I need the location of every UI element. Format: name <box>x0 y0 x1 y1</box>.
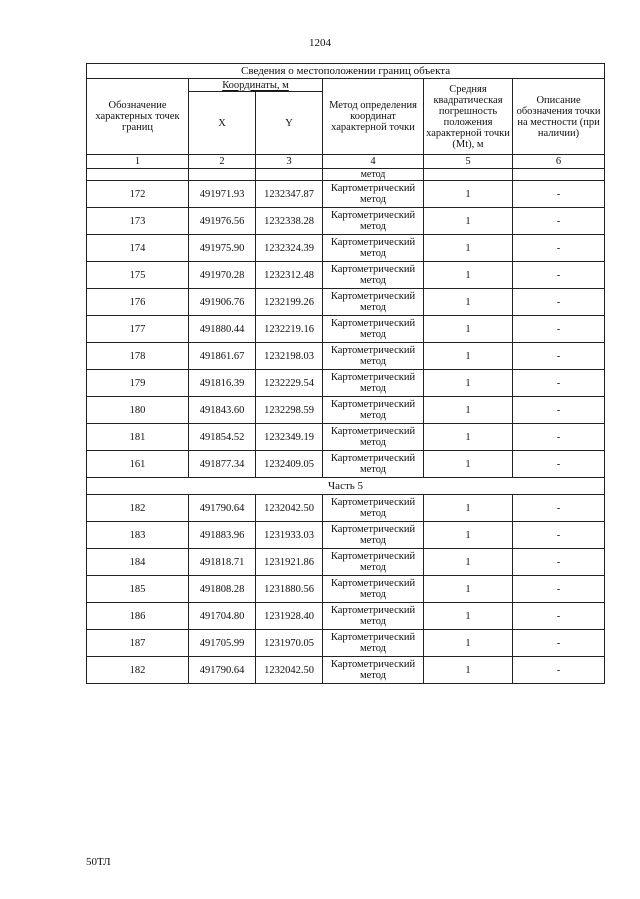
table-row <box>87 208 605 235</box>
description-cell: - <box>513 522 605 549</box>
header-y: Y <box>256 92 323 155</box>
continuation-row <box>87 169 605 181</box>
y-coordinate-cell: 1231880.56 <box>256 576 323 603</box>
accuracy-cell: 1 <box>424 235 513 262</box>
method-cell: Картометрический метод <box>323 370 424 397</box>
y-coordinate-cell: 1232229.54 <box>256 370 323 397</box>
table-row <box>87 657 605 684</box>
description-cell: - <box>513 657 605 684</box>
accuracy-cell: 1 <box>424 343 513 370</box>
point-cell: 176 <box>87 289 189 316</box>
description-cell: - <box>513 451 605 478</box>
y-coordinate-cell: 1232312.48 <box>256 262 323 289</box>
method-cell: Картометрический метод <box>323 316 424 343</box>
y-coordinate-cell: 1231933.03 <box>256 522 323 549</box>
method-cell: Картометрический метод <box>323 262 424 289</box>
accuracy-cell: 1 <box>424 208 513 235</box>
y-coordinate-cell: 1232324.39 <box>256 235 323 262</box>
point-cell: 178 <box>87 343 189 370</box>
description-cell: - <box>513 262 605 289</box>
accuracy-cell: 1 <box>424 262 513 289</box>
method-cell: Картометрический метод <box>323 181 424 208</box>
method-cell: Картометрический метод <box>323 522 424 549</box>
table-row <box>87 235 605 262</box>
point-cell: 181 <box>87 424 189 451</box>
header-coordinates-label: Координаты, м <box>222 79 289 91</box>
accuracy-cell: 1 <box>424 370 513 397</box>
y-coordinate-cell: 1232219.16 <box>256 316 323 343</box>
description-cell: - <box>513 181 605 208</box>
continuation-cell <box>513 169 605 181</box>
column-number: 3 <box>256 155 323 169</box>
x-coordinate-cell: 491877.34 <box>189 451 256 478</box>
x-coordinate-cell: 491971.93 <box>189 181 256 208</box>
accuracy-cell: 1 <box>424 181 513 208</box>
description-cell: - <box>513 576 605 603</box>
table-row <box>87 576 605 603</box>
point-cell: 173 <box>87 208 189 235</box>
accuracy-cell: 1 <box>424 451 513 478</box>
accuracy-cell: 1 <box>424 549 513 576</box>
point-cell: 183 <box>87 522 189 549</box>
table-title: Сведения о местоположении границ объекта <box>87 64 605 79</box>
table-row <box>87 181 605 208</box>
table-row <box>87 397 605 424</box>
method-cell: Картометрический метод <box>323 289 424 316</box>
x-coordinate-cell: 491808.28 <box>189 576 256 603</box>
point-cell: 182 <box>87 657 189 684</box>
header-accuracy: Средняя квадратическая погрешность положения характерной точки (Mt), м <box>424 79 513 155</box>
accuracy-cell: 1 <box>424 522 513 549</box>
accuracy-cell: 1 <box>424 603 513 630</box>
y-coordinate-cell: 1231970.05 <box>256 630 323 657</box>
point-cell: 161 <box>87 451 189 478</box>
table-row <box>87 370 605 397</box>
column-number: 1 <box>87 155 189 169</box>
point-cell: 175 <box>87 262 189 289</box>
method-cell: Картометрический метод <box>323 576 424 603</box>
table-row <box>87 262 605 289</box>
x-coordinate-cell: 491705.99 <box>189 630 256 657</box>
description-cell: - <box>513 424 605 451</box>
description-cell: - <box>513 343 605 370</box>
header-x: X <box>189 92 256 155</box>
method-cell: Картометрический метод <box>323 657 424 684</box>
point-cell: 179 <box>87 370 189 397</box>
x-coordinate-cell: 491854.52 <box>189 424 256 451</box>
method-cell: Картометрический метод <box>323 343 424 370</box>
header-description: Описание обозначения точки на местности (при наличии) <box>513 79 605 155</box>
x-coordinate-cell: 491790.64 <box>189 657 256 684</box>
method-cell: Картометрический метод <box>323 495 424 522</box>
continuation-cell <box>189 169 256 181</box>
method-cell: Картометрический метод <box>323 603 424 630</box>
description-cell: - <box>513 603 605 630</box>
table-row <box>87 316 605 343</box>
x-coordinate-cell: 491970.28 <box>189 262 256 289</box>
point-cell: 180 <box>87 397 189 424</box>
table-row <box>87 289 605 316</box>
column-number: 6 <box>513 155 605 169</box>
continuation-cell <box>424 169 513 181</box>
accuracy-cell: 1 <box>424 657 513 684</box>
description-cell: - <box>513 495 605 522</box>
x-coordinate-cell: 491818.71 <box>189 549 256 576</box>
method-cell: Картометрический метод <box>323 397 424 424</box>
y-coordinate-cell: 1232042.50 <box>256 657 323 684</box>
description-cell: - <box>513 208 605 235</box>
method-cell: Картометрический метод <box>323 208 424 235</box>
continuation-cell <box>87 169 189 181</box>
method-cell: Картометрический метод <box>323 549 424 576</box>
point-cell: 172 <box>87 181 189 208</box>
y-coordinate-cell: 1231928.40 <box>256 603 323 630</box>
table-row <box>87 495 605 522</box>
table-row <box>87 549 605 576</box>
footer-code: 50ТЛ <box>86 856 111 868</box>
column-number: 5 <box>424 155 513 169</box>
header-method: Метод определения координат характерной точки <box>323 79 424 155</box>
description-cell: - <box>513 289 605 316</box>
point-cell: 177 <box>87 316 189 343</box>
y-coordinate-cell: 1232349.19 <box>256 424 323 451</box>
x-coordinate-cell: 491816.39 <box>189 370 256 397</box>
table-row <box>87 603 605 630</box>
y-coordinate-cell: 1232298.59 <box>256 397 323 424</box>
table-row <box>87 522 605 549</box>
x-coordinate-cell: 491906.76 <box>189 289 256 316</box>
y-coordinate-cell: 1231921.86 <box>256 549 323 576</box>
description-cell: - <box>513 630 605 657</box>
description-cell: - <box>513 235 605 262</box>
accuracy-cell: 1 <box>424 397 513 424</box>
method-cell: Картометрический метод <box>323 630 424 657</box>
header-designation: Обозначение характерных точек границ <box>87 79 189 155</box>
x-coordinate-cell: 491861.67 <box>189 343 256 370</box>
x-coordinate-cell: 491976.56 <box>189 208 256 235</box>
point-cell: 182 <box>87 495 189 522</box>
x-coordinate-cell: 491975.90 <box>189 235 256 262</box>
table-row <box>87 451 605 478</box>
point-cell: 184 <box>87 549 189 576</box>
method-cell: Картометрический метод <box>323 451 424 478</box>
x-coordinate-cell: 491883.96 <box>189 522 256 549</box>
accuracy-cell: 1 <box>424 289 513 316</box>
accuracy-cell: 1 <box>424 576 513 603</box>
x-coordinate-cell: 491843.60 <box>189 397 256 424</box>
column-number-row <box>87 155 605 169</box>
table-row <box>87 630 605 657</box>
y-coordinate-cell: 1232198.03 <box>256 343 323 370</box>
accuracy-cell: 1 <box>424 316 513 343</box>
description-cell: - <box>513 316 605 343</box>
header-coordinates <box>189 79 323 92</box>
accuracy-cell: 1 <box>424 424 513 451</box>
x-coordinate-cell: 491704.80 <box>189 603 256 630</box>
y-coordinate-cell: 1232347.87 <box>256 181 323 208</box>
point-cell: 185 <box>87 576 189 603</box>
y-coordinate-cell: 1232199.26 <box>256 289 323 316</box>
description-cell: - <box>513 370 605 397</box>
continuation-method: метод <box>323 169 424 181</box>
boundary-points-table <box>86 63 605 684</box>
part-row <box>87 478 605 495</box>
x-coordinate-cell: 491790.64 <box>189 495 256 522</box>
accuracy-cell: 1 <box>424 495 513 522</box>
point-cell: 174 <box>87 235 189 262</box>
column-number: 4 <box>323 155 424 169</box>
continuation-cell <box>256 169 323 181</box>
part-label: Часть 5 <box>87 478 605 495</box>
y-coordinate-cell: 1232042.50 <box>256 495 323 522</box>
page-number: 1204 <box>309 37 331 49</box>
y-coordinate-cell: 1232338.28 <box>256 208 323 235</box>
table-row <box>87 424 605 451</box>
y-coordinate-cell: 1232409.05 <box>256 451 323 478</box>
x-coordinate-cell: 491880.44 <box>189 316 256 343</box>
column-number: 2 <box>189 155 256 169</box>
description-cell: - <box>513 397 605 424</box>
point-cell: 187 <box>87 630 189 657</box>
table-row <box>87 343 605 370</box>
point-cell: 186 <box>87 603 189 630</box>
accuracy-cell: 1 <box>424 630 513 657</box>
method-cell: Картометрический метод <box>323 235 424 262</box>
method-cell: Картометрический метод <box>323 424 424 451</box>
description-cell: - <box>513 549 605 576</box>
